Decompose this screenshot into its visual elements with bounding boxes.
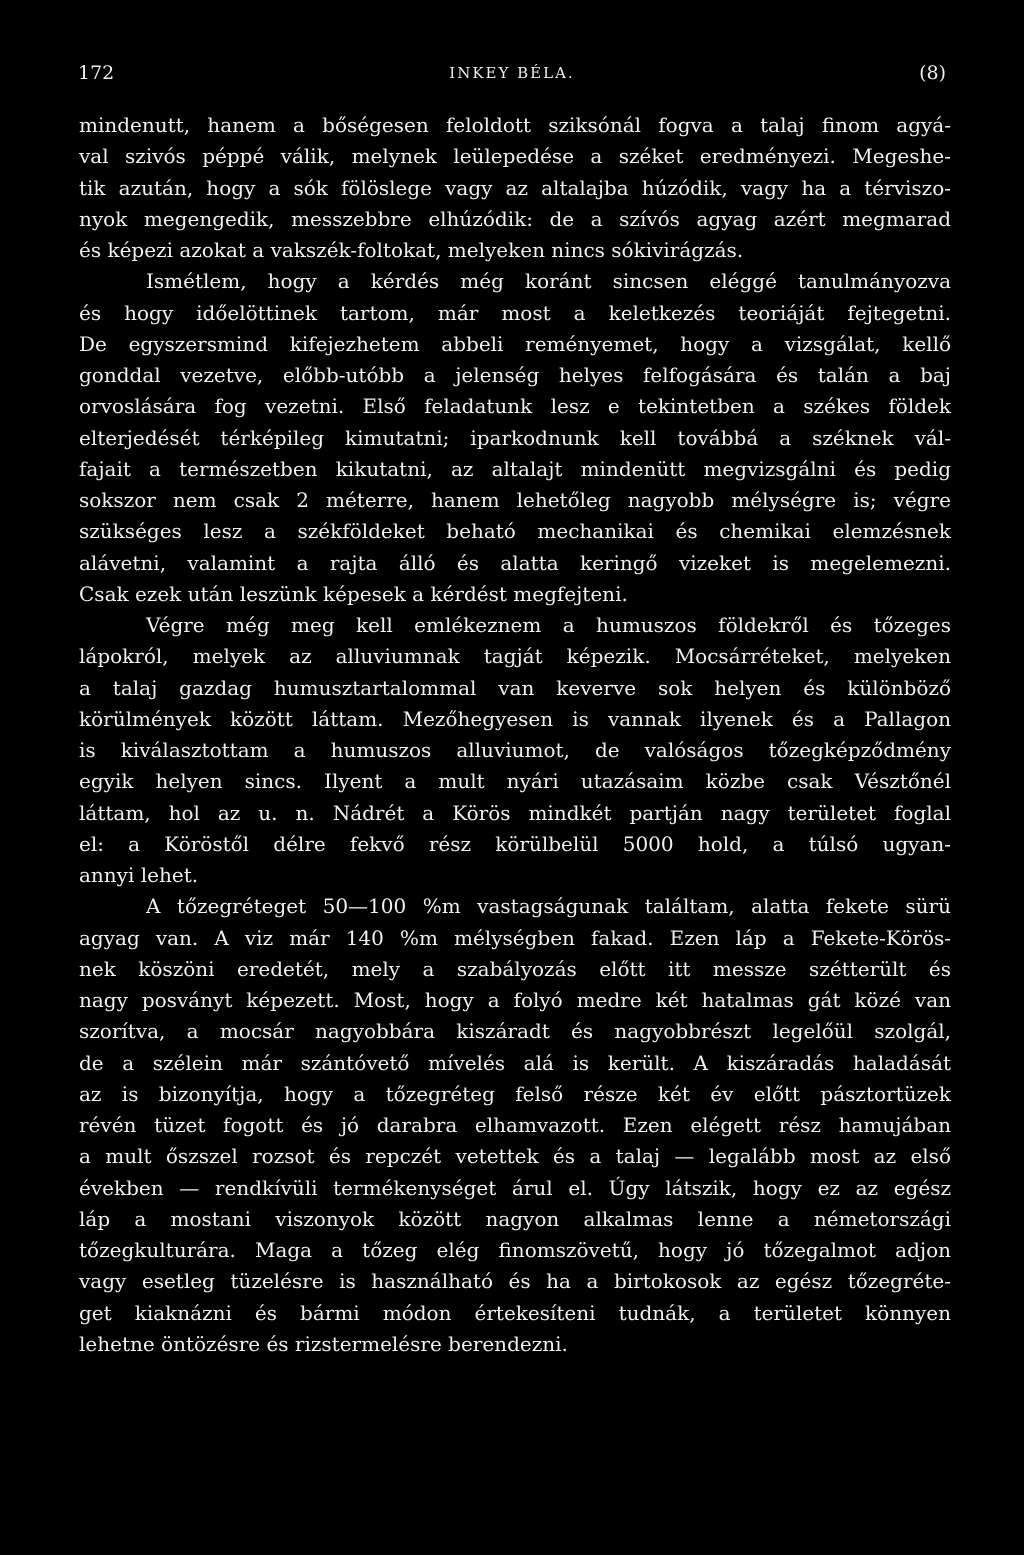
text-line: a talaj gazdag humusztartalommal van keverve sok helyen és különböző [79, 675, 951, 700]
text-line: sokszor nem csak 2 méterre, hanem lehetőleg nagyobb mélységre is; végre [79, 488, 951, 512]
running-head [78, 62, 946, 92]
page-number: 172 [78, 62, 115, 84]
text-line: val szivós péppé válik, melynek leülepedése a széket eredményezi. Megeshe- [79, 144, 951, 169]
text-line: vagy esetleg tüzelésre is használható és ha a birtokosok az egész tőzegréte- [79, 1269, 951, 1294]
text-line: szükséges lesz a székföldeket beható mechanikai és chemikai elemzésnek [79, 519, 951, 544]
text-line: Csak ezek után leszünk képesek a kérdést megfejteni. [79, 581, 628, 606]
text-line: években — rendkívüli termékenységet árul el. Úgy látszik, hogy ez az egész [79, 1175, 951, 1200]
text-line: agyag van. A viz már 140 %m mélységben fakad. Ezen láp a Fekete-Körös- [79, 925, 951, 950]
running-head-author: INKEY BÉLA. [449, 64, 575, 82]
text-line: Végre még meg kell emlékeznem a humuszos földekről és tőzeges [146, 613, 951, 637]
text-line: de a szélein már szántóvető mívelés alá is került. A kiszáradás haladását [79, 1050, 951, 1075]
text-line: tőzegkulturára. Maga a tőzeg elég finomszövetű, hogy jó tőzegalmot adjon [79, 1238, 951, 1262]
text-line: get kiaknázni és bármi módon értekesíteni tudnák, a területet könnyen [79, 1300, 951, 1325]
text-line: is kiválasztottam a humuszos alluviumot, de valóságos tőzegképződmény [79, 738, 951, 762]
text-line: nek köszöni eredetét, mely a szabályozás előtt itt messze szétterült és [79, 956, 951, 981]
text-line: a mult őszszel rozsot és repczét vetettek és a talaj — legalább most az első [79, 1144, 951, 1169]
text-line: egyik helyen sincs. Ilyent a mult nyári utazásaim közbe csak Vésztőnél [79, 769, 951, 794]
text-line: körülmények között láttam. Mezőhegyesen is vannak ilyenek és a Pallagon [79, 706, 951, 731]
text-line: A tőzegréteget 50—100 %m vastagságunak találtam, alatta fekete sürü [146, 894, 951, 919]
text-line: láp a mostani viszonyok között nagyon alkalmas lenne a németországi [79, 1206, 951, 1231]
text-line: lehetne öntözésre és rizstermelésre berendezni. [79, 1331, 568, 1356]
text-line: elterjedését térképileg kimutatni; iparkodnunk kell továbbá a széknek vál- [79, 425, 951, 450]
text-line: mindenutt, hanem a bőségesen feloldott sziksónál fogva a talaj finom agyá- [79, 113, 951, 137]
text-line: fajait a természetben kikutatni, az altalajt mindenütt megvizsgálni és pedig [79, 456, 951, 481]
text-line: De egyszersmind kifejezhetem abbeli reményemet, hogy a vizsgálat, kellő [79, 331, 951, 356]
text-line: annyi lehet. [79, 863, 199, 887]
text-line: láttam, hol az u. n. Nádrét a Körös mindkét partján nagy területet foglal [79, 800, 951, 825]
body-text [79, 110, 951, 1360]
text-line: orvoslására fog vezetni. Első feladatunk lesz e tekintetben a székes földek [79, 394, 951, 419]
text-line: gonddal vezetve, előbb-utóbb a jelenség helyes felfogására és talán a baj [79, 363, 951, 387]
text-line: alávetni, valamint a rajta álló és alatta keringő vizeket is megelemezni. [79, 550, 951, 575]
text-line: és hogy időelöttinek tartom, már most a keletkezés teoriáját fejtegetni. [79, 300, 951, 325]
text-line: szorítva, a mocsár nagyobbára kiszáradt és nagyobbrészt legelőül szolgál, [79, 1019, 951, 1044]
text-line: lápokról, melyek az alluviumnak tagját képezik. Mocsárréteket, melyeken [79, 644, 951, 669]
text-line: tik azután, hogy a sók fölöslege vagy az altalajba húzódik, vagy ha a térviszo- [79, 175, 951, 200]
text-line: révén tüzet fogott és jó darabra elhamvazott. Ezen elégett rész hamujában [79, 1113, 951, 1137]
section-number: (8) [919, 62, 946, 84]
text-line: nyok megengedik, messzebbre elhúzódik: de a szívós agyag azért megmarad [79, 206, 951, 231]
text-line: és képezi azokat a vakszék-foltokat, melyeken nincs sókivirágzás. [79, 238, 744, 262]
text-line: nagy posványt képezett. Most, hogy a folyó medre két hatalmas gát közé van [79, 988, 951, 1012]
text-line: Ismétlem, hogy a kérdés még koránt sincsen eléggé tanulmányozva [146, 269, 951, 294]
text-line: az is bizonyítja, hogy a tőzegréteg felső része két év előtt pásztortüzek [79, 1081, 951, 1106]
text-line: el: a Köröstől délre fekvő rész körülbelül 5000 hold, a túlsó ugyan- [79, 831, 951, 856]
